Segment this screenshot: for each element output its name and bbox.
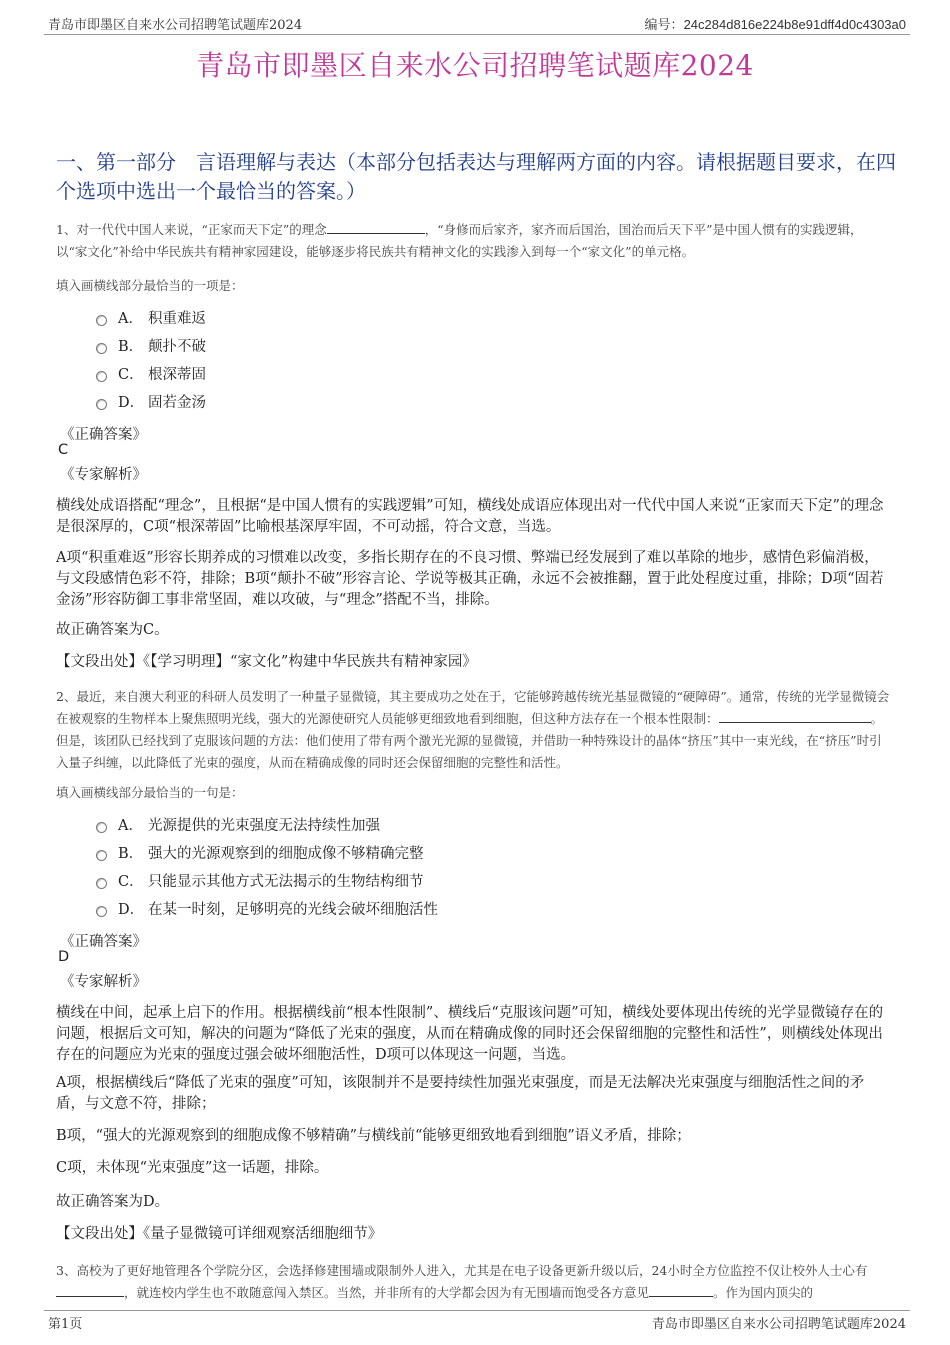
q1-analysis-conclusion: 故正确答案为C。 (56, 622, 169, 638)
q1-answer: C (58, 442, 69, 458)
radio-icon[interactable] (96, 315, 107, 326)
page-header (48, 14, 906, 34)
header-doc-id: 编号：24c284d816e224b8e91dff4d0c4303a0 (644, 17, 906, 33)
radio-icon[interactable] (96, 399, 107, 410)
radio-icon[interactable] (96, 371, 107, 382)
q2-answer-label: 《正确答案》 (60, 934, 147, 950)
section-heading: 一、第一部分 言语理解与表达（本部分包括表达与理解两方面的内容。请根据题目要求，在四个选项中选出一个最恰当的答案。） (56, 150, 896, 203)
q1-analysis-para-2: A项“积重难返”形容长期养成的习惯难以改变，多指长期存在的不良习惯、弊端已经发展到了难以革除的地步，感情色彩偏消极，与文段感情色彩不符，排除；B项“颠扑不破”形容言论、学说等极其正确，永远不会被推翻，置于此处程度过重，排除；D项“固若金汤”形容防御工事非常坚固，难以攻破，与“理念”搭配不当，排除。 (56, 550, 884, 608)
page-footer (48, 1313, 906, 1333)
q1-analysis-para-1: 横线处成语搭配“理念”，且根据“是中国人惯有的实践逻辑”可知，横线处成语应体现出对一代代中国人来说“正家而天下定”的理念是很深厚的，C项“根深蒂固”比喻根基深厚牢固，不可动摇，符合文意，当选。 (56, 498, 884, 535)
radio-icon[interactable] (96, 822, 107, 833)
fill-blank (56, 1283, 124, 1297)
q2-analysis-para-2: A项，根据横线后“降低了光束的强度”可知，该限制并不是要持续性加强光束强度，而是无法解决光束强度与细胞活性之间的矛盾，与文意不符，排除； (56, 1075, 865, 1112)
q2-analysis-para-1: 横线在中间，起承上启下的作用。根据横线前“根本性限制”、横线后“克服该问题”可知，横线处要体现出传统的光学显微镜存在的问题，根据后文可知，解决的问题为“降低了光束的强度，从而在精确成像的同时还会保留细胞的完整性和活性”，则横线处体现出存在的问题应为光束的强度过强会破坏细胞活性，D项可以体现这一问题，当选。 (56, 1005, 884, 1063)
radio-icon[interactable] (96, 906, 107, 917)
q1-source: 【文段出处】《【学习明理】“家文化”构建中华民族共有精神家园》 (56, 654, 477, 670)
fill-blank (719, 709, 871, 723)
radio-icon[interactable] (96, 343, 107, 354)
question-2-stem: 2、最近，来自澳大利亚的科研人员发明了一种量子显微镜，其主要成功之处在于，它能够跨越传统光基显微镜的“硬障碍”。通常，传统的光学显微镜会在被观察的生物样本上聚焦照明光线，强大的光源使研究人员能够更细致地看到细胞，但这种方法存在一个根本性限制： 。但是，该团队已经找到了克服该问题的方法：他们使用了带有两个激光光源的显微镜，并借助一种特殊设计的晶体“挤压”其中一束光线，在“挤压”时引入量子纠缠，以此降低了光束的强度，从而在精确成像的同时还会保留细胞的完整性和活性。 (56, 689, 890, 770)
q2-analysis-para-3: B项，“强大的光源观察到的细胞成像不够精确”与横线前“能够更细致地看到细胞”语义矛盾，排除； (56, 1128, 691, 1144)
fill-blank (649, 1283, 713, 1297)
radio-icon[interactable] (96, 878, 107, 889)
footer-doc-title: 青岛市即墨区自来水公司招聘笔试题库2024 (651, 1317, 906, 1332)
footer-divider (44, 1310, 910, 1311)
question-2-prompt: 填入画横线部分最恰当的一句是： (56, 785, 244, 800)
q2-source: 【文段出处】《量子显微镜可详细观察活细胞细节》 (56, 1226, 383, 1242)
q2-answer: D (58, 949, 70, 965)
doc-code: 24c284d816e224b8e91dff4d0c4303a0 (683, 17, 906, 32)
question-1-prompt: 填入画横线部分最恰当的一项是： (56, 278, 244, 293)
fill-blank (327, 220, 425, 234)
header-doc-title: 青岛市即墨区自来水公司招聘笔试题库2024 (48, 18, 303, 33)
q1-analysis-label: 《专家解析》 (60, 467, 147, 483)
header-divider (44, 34, 910, 35)
question-3-stem: 3、高校为了更好地管理各个学院分区，会选择修建围墙或限制外人进入，尤其是在电子设备更新升级以后，24小时全方位监控不仅让校外人士心有，就连校内学生也不敢随意闯入禁区。当然，并非所有的大学都会因为有无围墙而饱受各方意见 。作为国内顶尖的 (56, 1263, 868, 1300)
page-title: 青岛市即墨区自来水公司招聘笔试题库2024 (196, 49, 754, 82)
radio-icon[interactable] (96, 850, 107, 861)
q2-analysis-conclusion: 故正确答案为D。 (56, 1194, 170, 1210)
page-number: 第1页 (48, 1317, 83, 1332)
q2-analysis-label: 《专家解析》 (60, 974, 147, 990)
question-1-stem: 1、对一代代中国人来说，“正家而天下定”的理念 ，“身修而后家齐，家齐而后国治，国治而后天下平”是中国人惯有的实践逻辑，以“家文化”补给中华民族共有精神家园建设，能够逐步将民族共有精神文化的实践渗入到每一个“家文化”的单元格。 (56, 222, 863, 259)
q2-analysis-para-4: C项，未体现“光束强度”这一话题，排除。 (56, 1160, 329, 1176)
q1-answer-label: 《正确答案》 (60, 427, 147, 443)
